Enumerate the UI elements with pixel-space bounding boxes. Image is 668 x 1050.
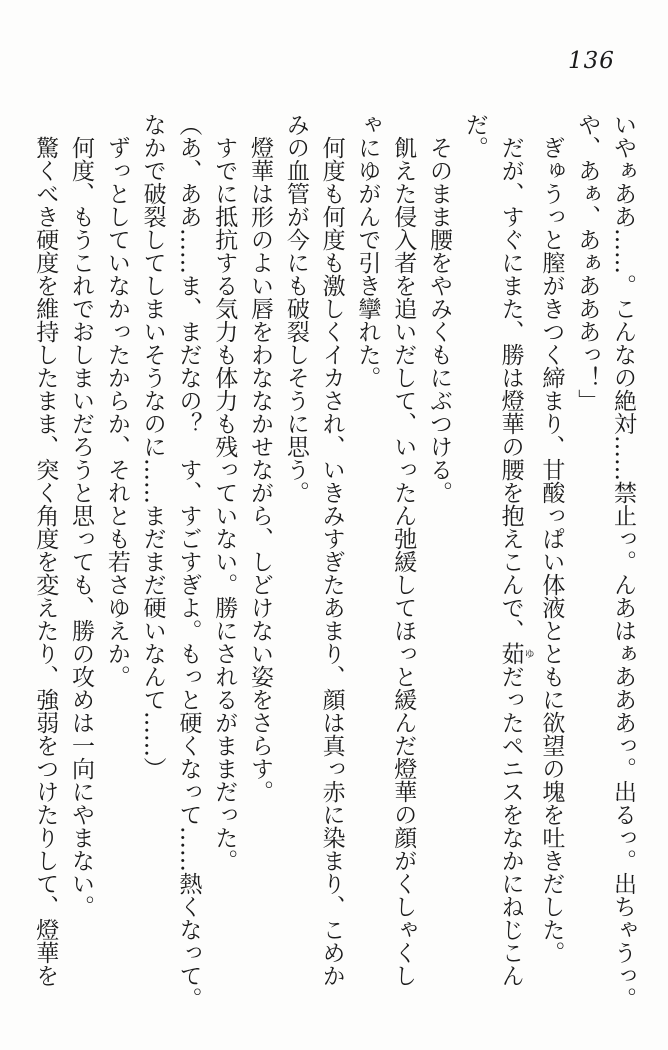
text-line: だ。 bbox=[461, 113, 488, 159]
text-line: 何度も何度も激しくイカされ、いきみすぎたあまり、顔は真っ赤に染まり、こめか bbox=[318, 113, 345, 987]
text-line: いやぁああ……。こんなの絶対……禁止っ。んあはぁあああっ。出るっ。出ちゃうっ。 bbox=[610, 113, 636, 1010]
text-line: ずっとしていなかったからか、それとも若さゆえか。 bbox=[103, 113, 130, 688]
text-line: そのまま腰をやみくもにぶつける。 bbox=[426, 113, 453, 504]
text-block bbox=[26, 113, 640, 1013]
text-line: 驚くべき硬度を維持したまま、突く角度を変えたり、強弱をつけたりして、燈華を bbox=[32, 113, 59, 987]
text-line: （あ、ああ……ま、まだなの？ す、すごすぎよ。もっと硬くなって……熱くなって。 bbox=[175, 113, 202, 1010]
text-line: みの血管が今にも破裂しそうに思う。 bbox=[282, 113, 309, 504]
text-line: 何度、もうこれでおしまいだろうと思っても、勝の攻めは一向にやまない。 bbox=[68, 113, 95, 918]
text-line: すでに抵抗する気力も体力も残っていない。勝にされるがままだった。 bbox=[211, 113, 238, 872]
text-line: だが、すぐにまた、勝は燈華の腰を抱えこんで、茹ゆだったペニスをなかにねじこん bbox=[497, 113, 534, 987]
text-line: なかで破裂してしまいそうなのに……まだまだ硬いなんて……） bbox=[139, 113, 166, 780]
text-line: 飢えた侵入者を追いだして、いったん弛緩してほっと緩んだ燈華の顔がくしゃくし bbox=[390, 113, 417, 987]
text-line: や、あぁ、あぁあああっ！」 bbox=[574, 113, 601, 412]
text-line: ぎゅうっと膣がきつく締まり、甘酸っぱい体液とともに欲望の塊を吐きだした。 bbox=[538, 113, 565, 964]
page-number: 136 bbox=[568, 48, 615, 74]
ruby-annotated-char: 茹ゆ bbox=[497, 642, 534, 665]
text-line: 燈華は形のよい唇をわななかせながら、しどけない姿をさらす。 bbox=[247, 113, 274, 803]
text-line: ゃにゆがんで引き攣れた。 bbox=[354, 113, 381, 389]
